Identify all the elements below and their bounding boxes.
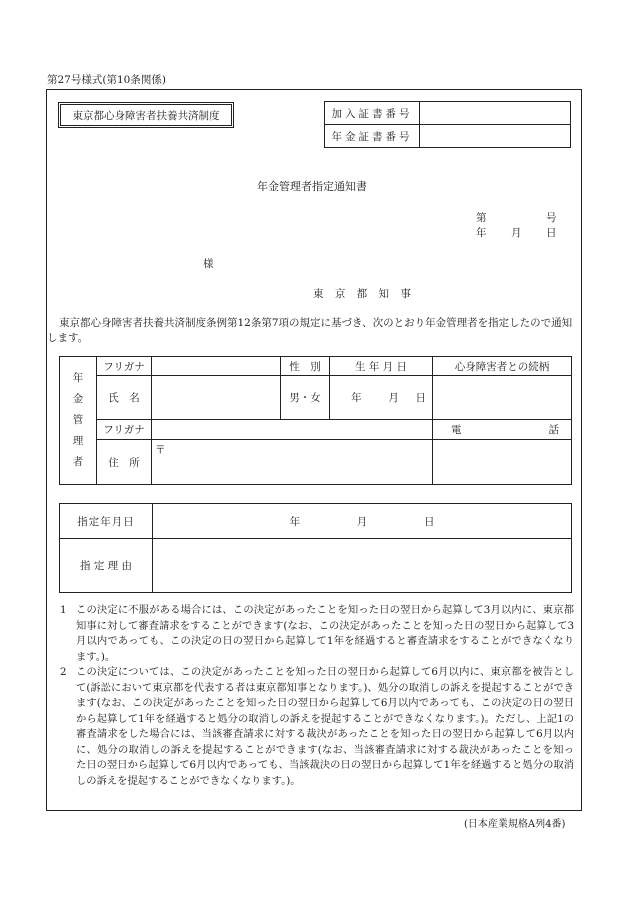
designation-date-label: 指定年月日 (60, 504, 153, 539)
postal-mark: 〒 (155, 444, 166, 456)
date-year: 年 (476, 227, 487, 239)
phone-label-a: 電 (451, 424, 462, 436)
birth-year: 年 (351, 392, 362, 404)
certificate-number-table (324, 101, 571, 148)
enrollment-number-field[interactable] (420, 102, 571, 125)
date-month: 月 (511, 227, 522, 239)
birth-month: 月 (388, 392, 399, 404)
date-day: 日 (546, 227, 557, 239)
manager-label-1: 年 (72, 372, 84, 384)
furigana-field[interactable] (152, 357, 281, 376)
note-1 (60, 603, 574, 665)
manager-label-5: 者 (72, 456, 84, 468)
name-field[interactable] (152, 376, 281, 420)
relation-field[interactable] (433, 376, 572, 420)
manager-table (59, 356, 572, 485)
manager-label-4: 理 (72, 435, 84, 447)
form-number: 第27号様式(第10条関係) (47, 74, 166, 86)
gender-options[interactable]: 男・女 (281, 376, 330, 420)
pension-number-label: 年金証書番号 (325, 125, 420, 148)
manager-label-2: 金 (72, 393, 84, 405)
paper-size: (日本産業規格A列4番) (464, 819, 566, 830)
note-2-text: この決定については、この決定があったことを知った日の翌日から起算して6月以内に、東京都を被告として(訴訟において東京都を代表する者は東京都知事となります。)、処分の取消しの訴えを提起することができます(なお、この決定があったことを知った日の翌日から起算して6月以内であっても、この決定の日の翌日から起算して1年を経過すると処分の取消しの訴えを提起することができなくなります。)。ただし、上記1の審査請求をした場合には、当該審査請求に対する裁決があったことを知った日の翌日から起算して6月以内に、処分の取消しの訴えを提起することができます(なお、当該審査請求に対する裁決があったことを知った日の翌日から起算して6月以内であっても、当該裁決の日の翌日から起算して1年を経過すると処分の取消しの訴えを提起することができなくなります。)。 (76, 666, 574, 787)
system-name-box: 東京都心身障害者扶養共済制度 (58, 102, 234, 128)
issuer: 東 京 都 知 事 (313, 288, 415, 300)
designation-reason-label: 指 定 理 由 (60, 539, 153, 593)
doc-number-dai: 第 (476, 212, 487, 224)
name-label: 氏 名 (97, 376, 152, 420)
page-title: 年金管理者指定通知書 (257, 180, 367, 193)
manager-label-3: 管 (72, 414, 84, 426)
relation-header: 心身障害者との続柄 (433, 357, 572, 376)
phone-label (433, 420, 572, 440)
gender-header: 性 別 (281, 357, 330, 376)
designation-table (59, 503, 572, 593)
enrollment-number-label: 加入証書番号 (325, 102, 420, 125)
designation-date-field[interactable] (153, 504, 572, 539)
designation-day: 日 (423, 515, 435, 528)
designation-reason-field[interactable] (153, 539, 572, 593)
birth-date-header: 生 年 月 日 (330, 357, 433, 376)
birth-day: 日 (415, 392, 426, 404)
designation-year: 年 (289, 515, 301, 528)
body-text: 東京都心身障害者扶養共済制度条例第12条第7項の規定に基づき、次のとおり年金管理者を指定したので通知します。 (47, 317, 573, 344)
address-field[interactable] (152, 440, 433, 485)
note-1-number: 1 (60, 604, 67, 616)
note-1-text: この決定に不服がある場合には、この決定があったことを知った日の翌日から起算して3月以内に、東京都知事に対して審査請求をすることができます(なお、この決定があったことを知った日の翌日から起算して3月以内であっても、この決定の日の翌日から起算して1年を経過すると審査請求をすることができなくなります。)。 (76, 604, 574, 663)
address-furigana-field[interactable] (152, 420, 433, 440)
addressee-suffix: 様 (203, 258, 214, 270)
address-furigana-label: フリガナ (97, 420, 152, 440)
furigana-label: フリガナ (97, 357, 152, 376)
birth-date-field[interactable] (330, 376, 433, 420)
doc-number-go: 号 (546, 212, 557, 224)
phone-field[interactable] (433, 440, 572, 485)
note-2-number: 2 (60, 666, 67, 678)
address-label: 住 所 (97, 440, 152, 485)
notes (60, 603, 574, 789)
note-2 (60, 665, 574, 789)
designation-month: 月 (356, 515, 368, 528)
phone-label-b: 話 (548, 424, 559, 436)
pension-number-field[interactable] (420, 125, 571, 148)
